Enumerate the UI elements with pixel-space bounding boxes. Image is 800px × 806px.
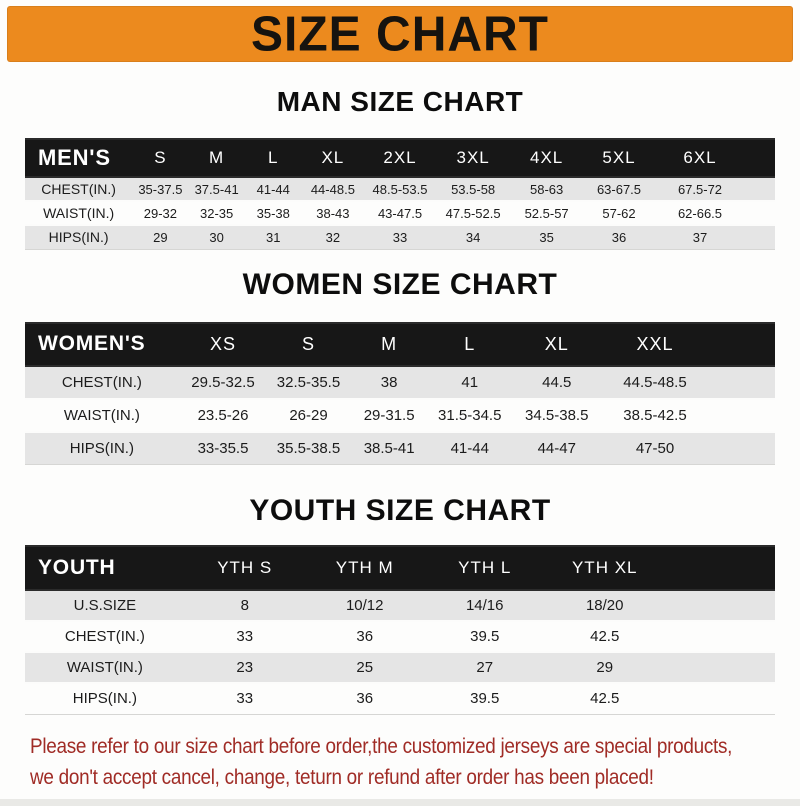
- measurement-cell: 14/16: [425, 590, 545, 621]
- table-row: [25, 366, 775, 399]
- size-chart-banner: [7, 6, 793, 62]
- header-spacer: [745, 139, 775, 177]
- measurement-cell: 36: [305, 683, 425, 714]
- row-label: U.S.SIZE: [25, 590, 185, 621]
- measurement-cell: 33: [185, 621, 305, 652]
- size-header-row: [25, 323, 775, 366]
- size-column-header: XL: [302, 139, 364, 177]
- table-row: [25, 652, 775, 683]
- youth-section-heading: YOUTH SIZE CHART: [249, 494, 551, 527]
- row-label: CHEST(IN.): [25, 366, 179, 399]
- measurement-cell: 35-38: [245, 201, 302, 225]
- row-spacer: [665, 621, 775, 652]
- row-spacer: [708, 432, 776, 465]
- men-size-table: [25, 138, 775, 250]
- size-column-header: XL: [511, 323, 603, 366]
- photo-edge-strip: [0, 799, 800, 806]
- measurement-cell: 37: [655, 225, 745, 249]
- measurement-cell: 47-50: [603, 432, 708, 465]
- measurement-cell: 41: [429, 366, 512, 399]
- row-spacer: [708, 399, 776, 432]
- measurement-cell: 25: [305, 652, 425, 683]
- measurement-cell: 62-66.5: [655, 201, 745, 225]
- table-row: [25, 432, 775, 465]
- measurement-cell: 38-43: [302, 201, 364, 225]
- measurement-cell: 53.5-58: [436, 177, 510, 201]
- header-spacer: [708, 323, 776, 366]
- row-spacer: [708, 366, 776, 399]
- size-column-header: YTH XL: [545, 546, 665, 590]
- measurement-cell: 26-29: [267, 399, 350, 432]
- measurement-cell: 29-32: [132, 201, 188, 225]
- measurement-cell: 52.5-57: [510, 201, 583, 225]
- measurement-cell: 27: [425, 652, 545, 683]
- measurement-cell: 31: [245, 225, 302, 249]
- section-youth: [0, 494, 800, 715]
- row-spacer: [745, 225, 775, 249]
- size-column-header: 3XL: [436, 139, 510, 177]
- section-men: [0, 86, 800, 250]
- women-section-heading: WOMEN SIZE CHART: [242, 267, 558, 301]
- table-row: [25, 683, 775, 714]
- measurement-cell: 67.5-72: [655, 177, 745, 201]
- row-label: CHEST(IN.): [25, 621, 185, 652]
- measurement-cell: 29-31.5: [350, 399, 429, 432]
- table-row: [25, 590, 775, 621]
- measurement-cell: 41-44: [429, 432, 512, 465]
- measurement-cell: 29.5-32.5: [179, 366, 268, 399]
- size-column-header: XXL: [603, 323, 708, 366]
- size-header-row: [25, 139, 775, 177]
- measurement-cell: 41-44: [245, 177, 302, 201]
- women-size-table: [25, 322, 775, 466]
- row-label: WAIST(IN.): [25, 652, 185, 683]
- header-spacer: [665, 546, 775, 590]
- measurement-cell: 34.5-38.5: [511, 399, 603, 432]
- measurement-cell: 43-47.5: [364, 201, 436, 225]
- measurement-cell: 38: [350, 366, 429, 399]
- measurement-cell: 34: [436, 225, 510, 249]
- section-women: [0, 268, 800, 466]
- measurement-cell: 39.5: [425, 621, 545, 652]
- measurement-cell: 42.5: [545, 621, 665, 652]
- disclaimer-line-2: we don't accept cancel, change, teturn or refund after order has been placed!: [30, 765, 654, 789]
- row-label: CHEST(IN.): [25, 177, 132, 201]
- measurement-cell: 23: [185, 652, 305, 683]
- measurement-cell: 44.5: [511, 366, 603, 399]
- size-column-header: 5XL: [583, 139, 655, 177]
- row-label: HIPS(IN.): [25, 683, 185, 714]
- measurement-cell: 32-35: [189, 201, 245, 225]
- measurement-cell: 35: [510, 225, 583, 249]
- table-row: [25, 225, 775, 249]
- measurement-cell: 44.5-48.5: [603, 366, 708, 399]
- table-row: [25, 201, 775, 225]
- size-column-header: XS: [179, 323, 268, 366]
- size-column-header: YTH L: [425, 546, 545, 590]
- row-spacer: [665, 683, 775, 714]
- measurement-cell: 18/20: [545, 590, 665, 621]
- measurement-cell: 23.5-26: [179, 399, 268, 432]
- measurement-cell: 29: [132, 225, 188, 249]
- measurement-cell: 29: [545, 652, 665, 683]
- size-column-header: L: [429, 323, 512, 366]
- size-column-header: L: [245, 139, 302, 177]
- row-spacer: [745, 177, 775, 201]
- measurement-cell: 36: [583, 225, 655, 249]
- measurement-cell: 58-63: [510, 177, 583, 201]
- group-label: MEN'S: [25, 139, 132, 177]
- measurement-cell: 33: [185, 683, 305, 714]
- group-label: WOMEN'S: [25, 323, 179, 366]
- measurement-cell: 31.5-34.5: [429, 399, 512, 432]
- page-title: SIZE CHART: [251, 6, 549, 62]
- measurement-cell: 44-48.5: [302, 177, 364, 201]
- measurement-cell: 32.5-35.5: [267, 366, 350, 399]
- measurement-cell: 8: [185, 590, 305, 621]
- size-column-header: 6XL: [655, 139, 745, 177]
- measurement-cell: 35-37.5: [132, 177, 188, 201]
- measurement-cell: 35.5-38.5: [267, 432, 350, 465]
- measurement-cell: 44-47: [511, 432, 603, 465]
- measurement-cell: 33: [364, 225, 436, 249]
- table-row: [25, 399, 775, 432]
- size-header-row: [25, 546, 775, 590]
- size-column-header: 4XL: [510, 139, 583, 177]
- measurement-cell: 10/12: [305, 590, 425, 621]
- measurement-cell: 33-35.5: [179, 432, 268, 465]
- row-label: WAIST(IN.): [25, 201, 132, 225]
- size-column-header: 2XL: [364, 139, 436, 177]
- row-spacer: [665, 652, 775, 683]
- measurement-cell: 39.5: [425, 683, 545, 714]
- men-section-heading: MAN SIZE CHART: [276, 86, 524, 117]
- order-disclaimer: [30, 731, 759, 793]
- row-label: WAIST(IN.): [25, 399, 179, 432]
- size-column-header: YTH M: [305, 546, 425, 590]
- measurement-cell: 47.5-52.5: [436, 201, 510, 225]
- size-column-header: YTH S: [185, 546, 305, 590]
- measurement-cell: 30: [189, 225, 245, 249]
- measurement-cell: 48.5-53.5: [364, 177, 436, 201]
- size-column-header: S: [132, 139, 188, 177]
- row-label: HIPS(IN.): [25, 432, 179, 465]
- measurement-cell: 36: [305, 621, 425, 652]
- measurement-cell: 42.5: [545, 683, 665, 714]
- youth-size-table: [25, 545, 775, 715]
- size-column-header: M: [350, 323, 429, 366]
- table-row: [25, 621, 775, 652]
- measurement-cell: 38.5-42.5: [603, 399, 708, 432]
- measurement-cell: 37.5-41: [189, 177, 245, 201]
- size-column-header: M: [189, 139, 245, 177]
- row-label: HIPS(IN.): [25, 225, 132, 249]
- disclaimer-line-1: Please refer to our size chart before order,the customized jerseys are special products,: [30, 734, 733, 758]
- group-label: YOUTH: [25, 546, 185, 590]
- measurement-cell: 57-62: [583, 201, 655, 225]
- measurement-cell: 63-67.5: [583, 177, 655, 201]
- row-spacer: [665, 590, 775, 621]
- table-row: [25, 177, 775, 201]
- size-column-header: S: [267, 323, 350, 366]
- measurement-cell: 38.5-41: [350, 432, 429, 465]
- measurement-cell: 32: [302, 225, 364, 249]
- row-spacer: [745, 201, 775, 225]
